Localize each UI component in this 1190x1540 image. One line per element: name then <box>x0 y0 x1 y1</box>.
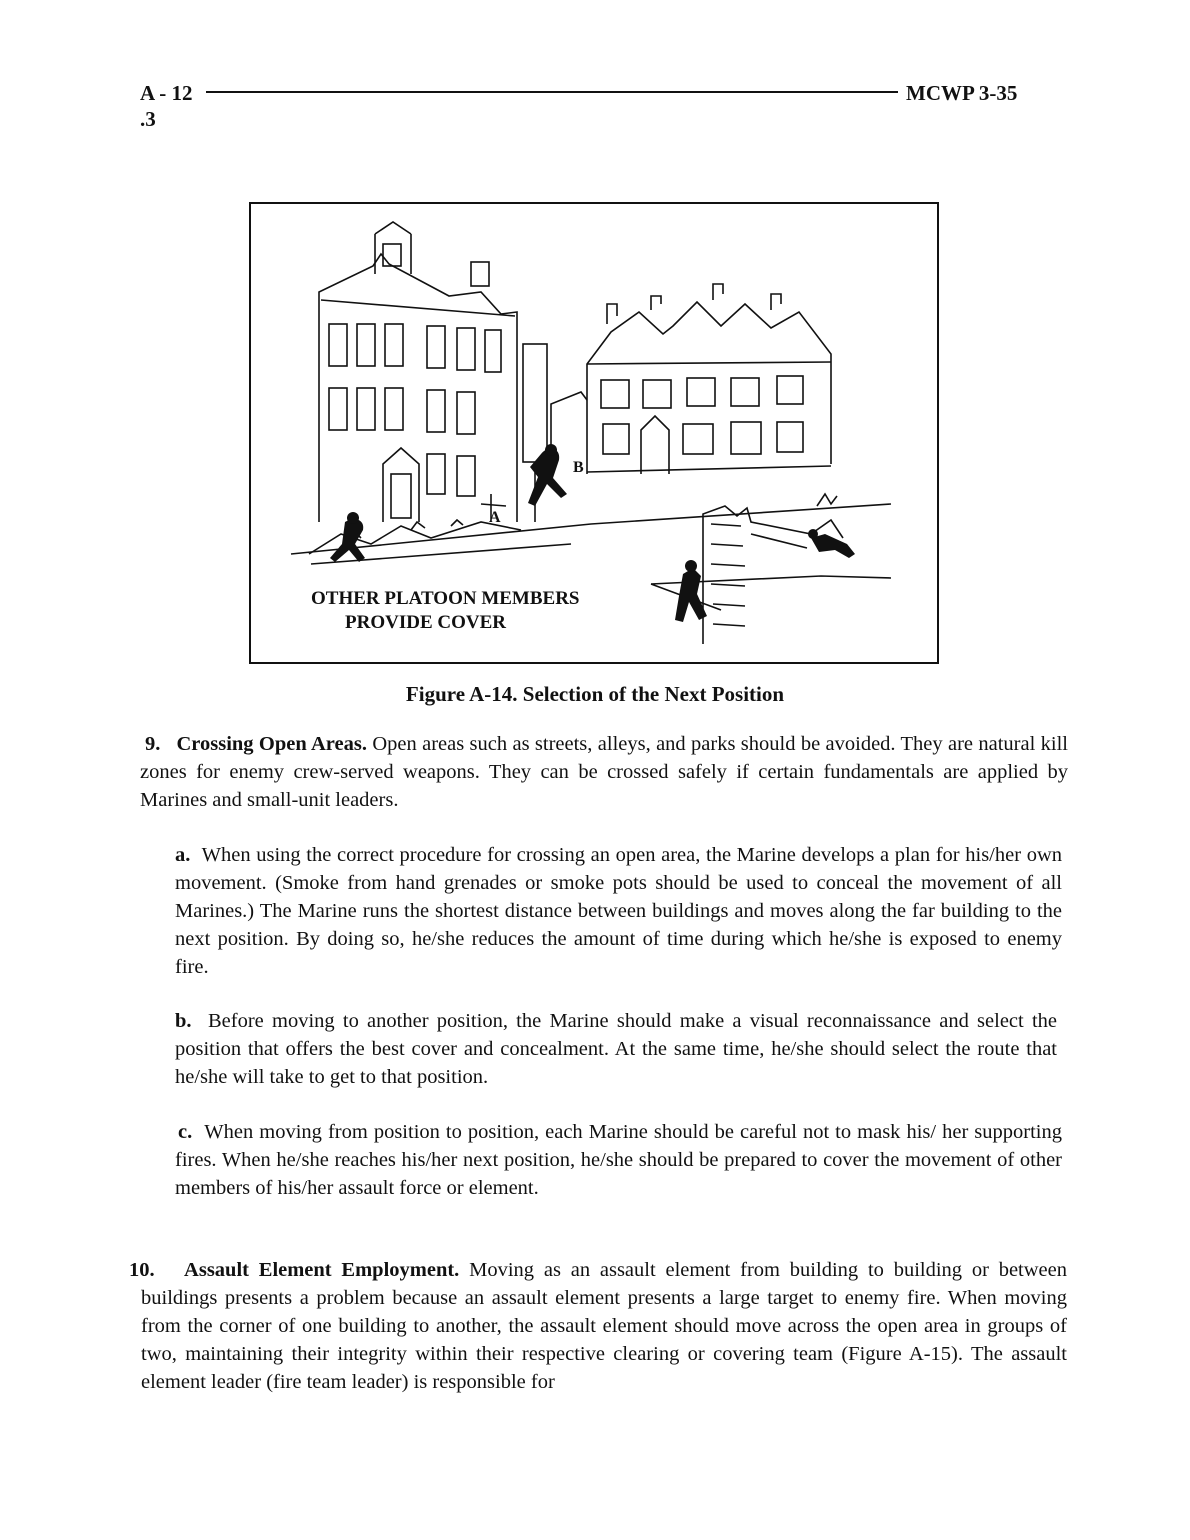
subsection-b <box>175 1007 1057 1091</box>
page-number-continuation: .3 <box>140 107 156 131</box>
street-scene-illustration <box>251 204 937 662</box>
figure-cover-line2: PROVIDE COVER <box>345 612 506 633</box>
section-9 <box>140 730 1068 814</box>
subsection-c <box>175 1118 1062 1202</box>
subsection-a-text: When using the correct procedure for crossing an open area, the Marine develops a plan for his/her own movement. (Smoke from hand grenades or smoke pots should be used to conceal the movement of all Marines.) The Marine runs the shortest distance between buildings and moves along the far building to the next position. By doing so, he/she reduces the amount of time during which he/she is exposed to enemy fire. <box>175 844 1062 978</box>
figure-label-b: B <box>573 459 584 476</box>
section-9-heading: Crossing Open Areas. <box>176 733 367 755</box>
subsection-c-text: When moving from position to position, each Marine should be careful not to mask his/ her supporting fires. When he/she reaches his/her next position, he/she should be prepared to cover the movement of other members of his/her assault force or element. <box>175 1121 1062 1199</box>
page-number <box>140 80 193 132</box>
header-rule <box>206 91 898 93</box>
subsection-a-letter: a. <box>175 844 191 866</box>
figure-label-a: A <box>489 509 501 526</box>
section-10 <box>129 1256 1068 1396</box>
section-10-heading: Assault Element Employment. <box>184 1259 460 1281</box>
section-10-number: 10. <box>129 1259 155 1281</box>
subsection-a <box>175 841 1062 981</box>
subsection-b-text: Before moving to another position, the Marine should make a visual reconnaissance and select the position that offers the best cover and concealment. At the same time, he/she should select the route that he/she will take to get to that position. <box>175 1010 1058 1088</box>
figure-cover-line1: OTHER PLATOON MEMBERS <box>311 588 580 609</box>
figure-a14 <box>249 202 939 664</box>
page-number-main: A - 12 <box>140 81 193 105</box>
section-9-text: Open areas such as streets, alleys, and parks should be avoided. They are natural kill zones for enemy crew-served weapons. They can be crossed safely if certain fundamentals are applied by Marines and small-unit leaders. <box>140 733 1069 811</box>
section-9-number: 9. <box>145 733 161 755</box>
figure-caption: Figure A-14. Selection of the Next Position <box>405 682 785 706</box>
section-10-text: Moving as an assault element from building to building or between buildings presents a problem because an assault element presents a large target to enemy fire. When moving from the corner of one building to another, the assault element should move across the open area in groups of two, maintaining their integrity within their respective clearing or covering team (Figure A-15). The assault element leader (fire team leader) is responsible for <box>141 1259 1068 1393</box>
subsection-c-letter: c. <box>178 1121 193 1143</box>
publication-id: MCWP 3-35 <box>906 81 1018 105</box>
subsection-b-letter: b. <box>175 1010 192 1032</box>
